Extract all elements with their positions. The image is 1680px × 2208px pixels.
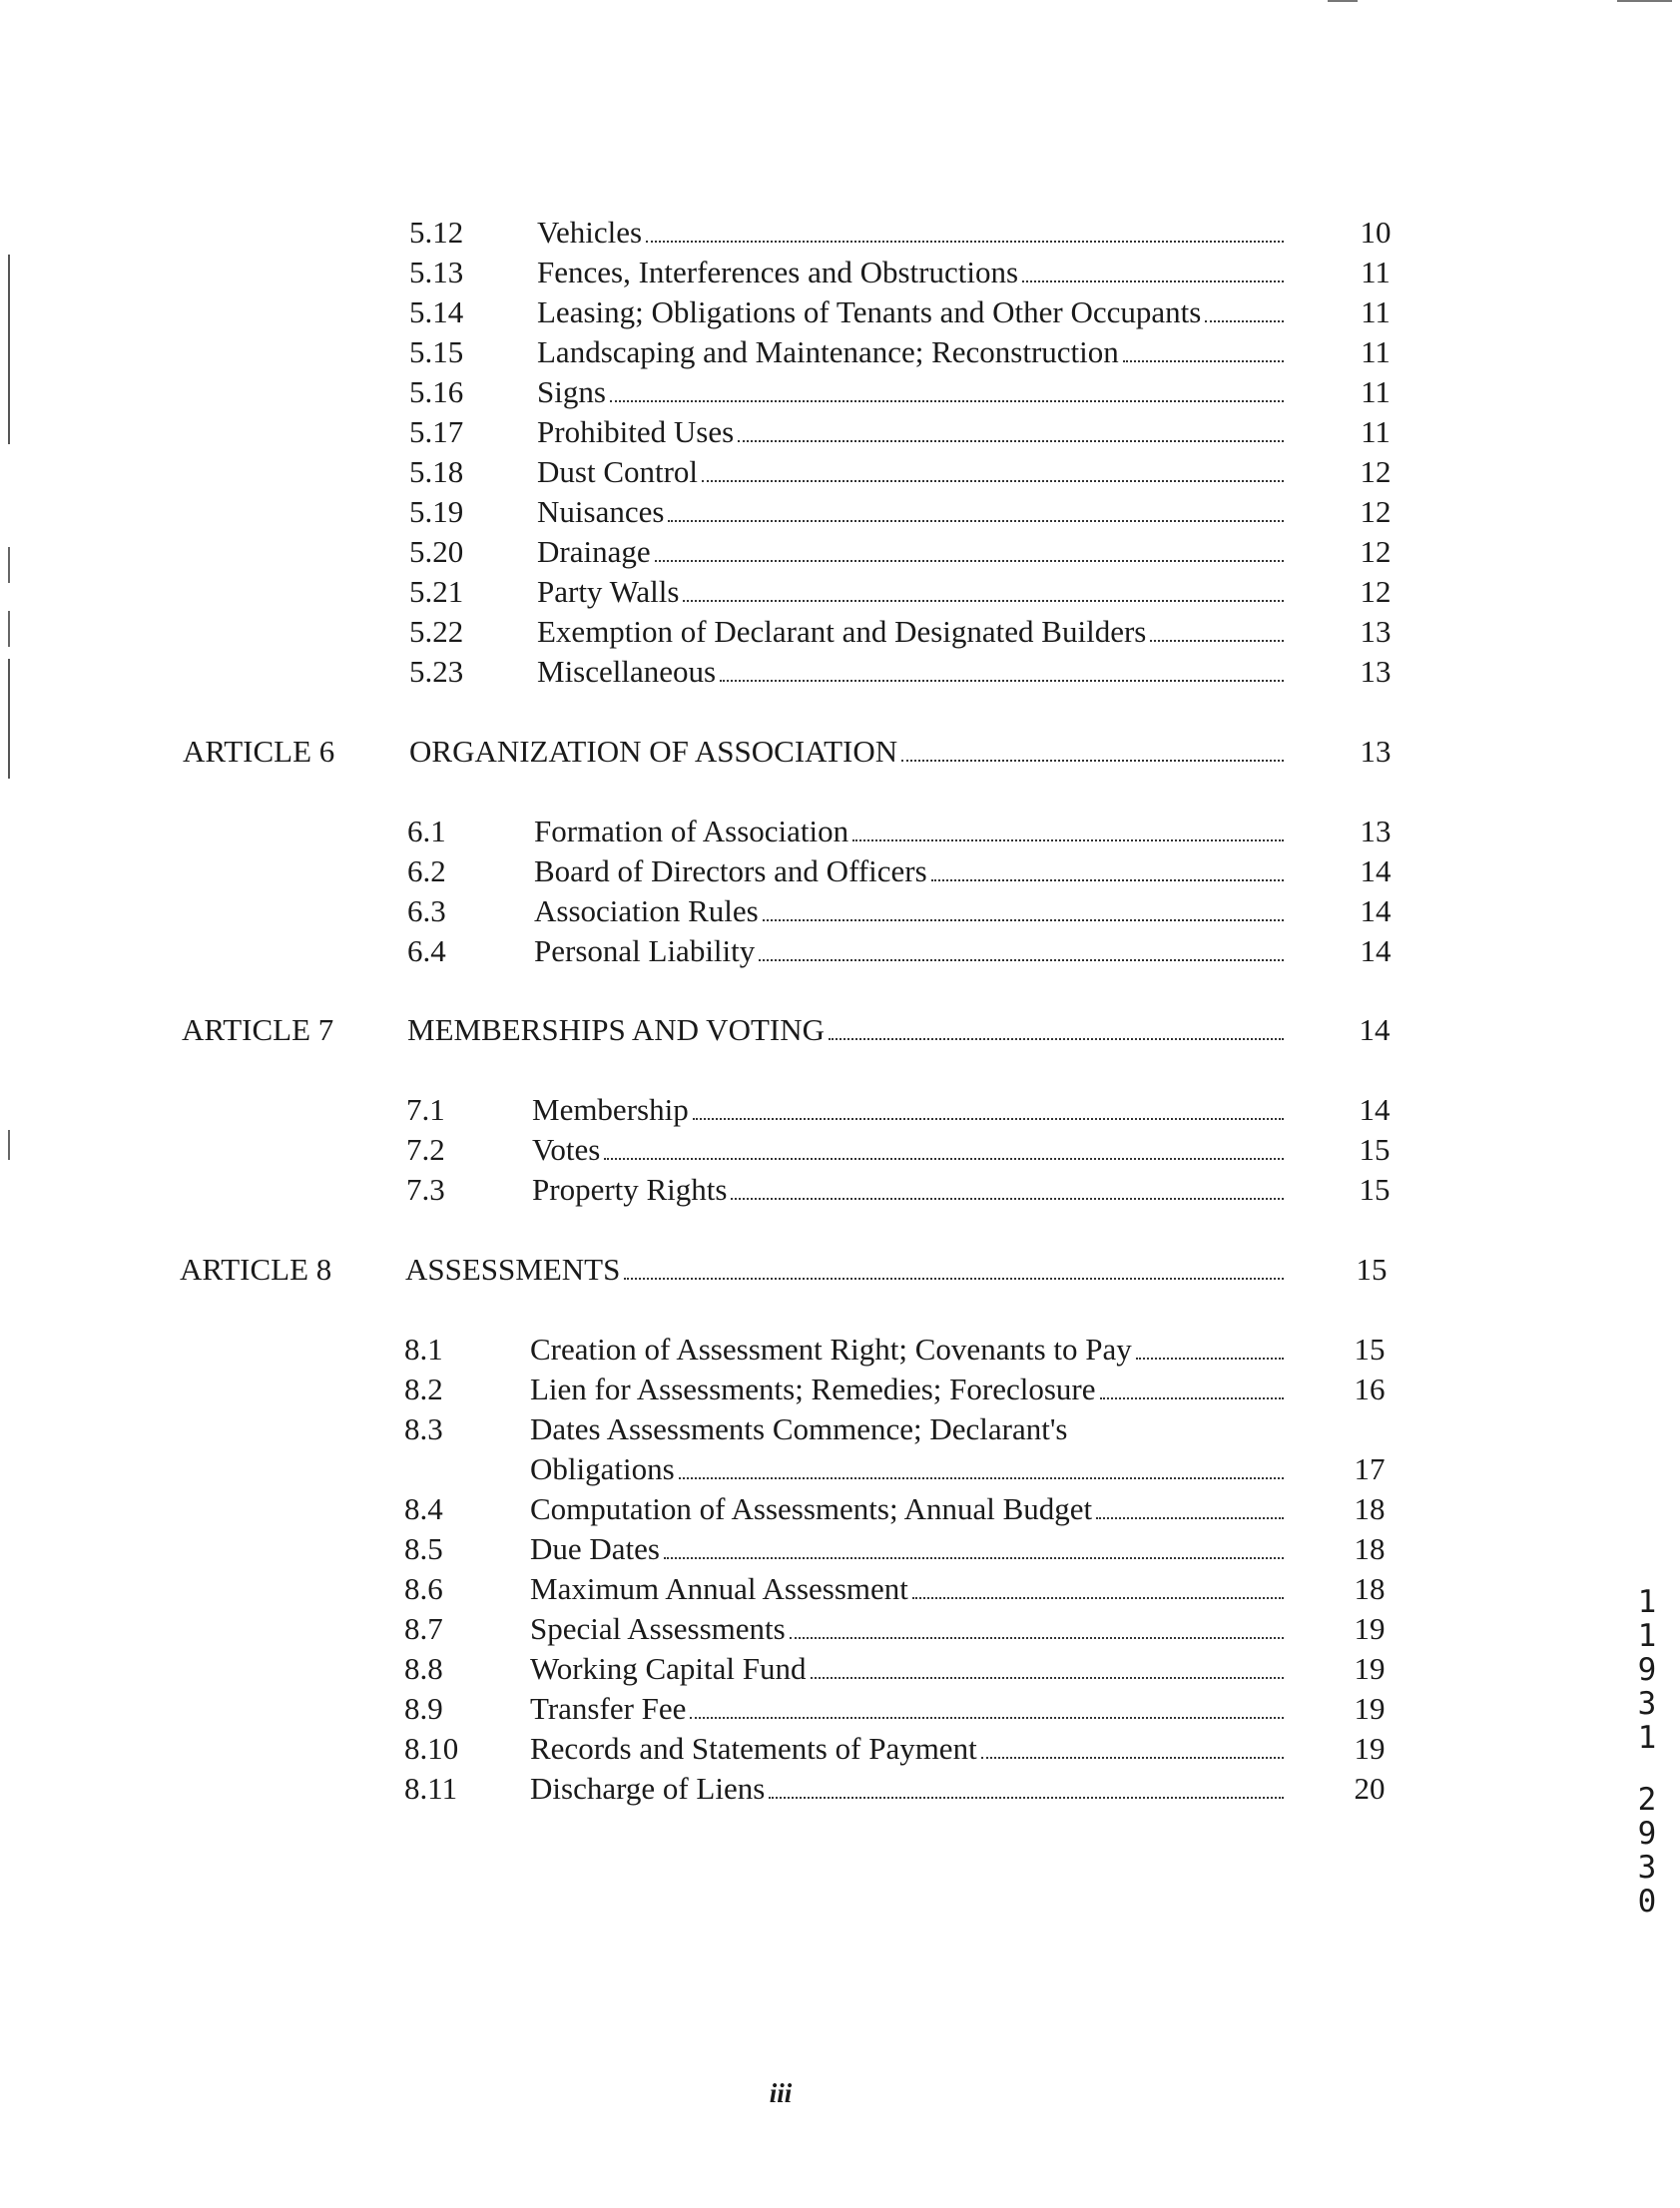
toc-entry (0, 1170, 1680, 1210)
dot-leader (668, 493, 1284, 522)
page-ref: 14 (1360, 933, 1392, 968)
section-title: Formation of Association (534, 814, 849, 848)
dot-leader (702, 453, 1284, 482)
dot-leader (901, 733, 1284, 762)
dot-leader (769, 1770, 1284, 1799)
dot-leader (624, 1251, 1284, 1280)
toc-entry (0, 812, 1680, 851)
section-number: 5.15 (409, 334, 464, 369)
section-title: Transfer Fee (530, 1691, 687, 1726)
section-number: 5.16 (409, 374, 464, 409)
toc-entry (0, 572, 1680, 612)
page-ref: 12 (1360, 574, 1392, 609)
page-ref: 19 (1354, 1611, 1386, 1646)
section-title: Association Rules (534, 893, 759, 928)
article-title: ASSESSMENTS (405, 1252, 621, 1287)
toc-entry (0, 891, 1680, 931)
article-label: ARTICLE 8 (180, 1252, 332, 1287)
page-number: iii (769, 2078, 793, 2108)
section-title: Votes (532, 1132, 601, 1167)
section-title: Miscellaneous (537, 654, 717, 689)
page-ref: 15 (1359, 1172, 1391, 1207)
dot-leader (690, 1690, 1284, 1719)
section-title: Board of Directors and Officers (534, 853, 927, 888)
section-title: Personal Liability (534, 933, 756, 968)
scan-artifact-line (8, 611, 10, 647)
page-ref: 11 (1361, 374, 1391, 409)
dot-leader (610, 373, 1284, 402)
section-number: 8.7 (404, 1611, 443, 1646)
section-number: 6.1 (407, 814, 446, 848)
page-ref: 11 (1361, 255, 1391, 289)
article-heading (0, 1250, 1680, 1290)
section-number: 8.10 (404, 1731, 459, 1766)
dot-leader (1096, 1490, 1284, 1519)
dot-leader (1100, 1371, 1284, 1399)
page-ref: 13 (1360, 614, 1392, 649)
toc-entry (0, 1769, 1680, 1809)
dot-leader (912, 1570, 1284, 1599)
dot-leader (759, 932, 1284, 961)
toc-entry (0, 1729, 1680, 1769)
section-number: 5.17 (409, 414, 464, 449)
dot-leader (604, 1131, 1284, 1160)
stamp-digit: 1 (1637, 1720, 1657, 1756)
dot-leader (683, 573, 1284, 602)
toc-entry (0, 372, 1680, 412)
section-title: Landscaping and Maintenance; Reconstruction (537, 334, 1119, 369)
section-number: 6.2 (407, 853, 446, 888)
page-ref: 14 (1359, 1092, 1391, 1127)
section-number: 8.6 (404, 1571, 443, 1606)
scan-artifact-line (8, 659, 10, 779)
section-title: Leasing; Obligations of Tenants and Other Occupants (537, 294, 1202, 329)
stamp-digit: 9 (1637, 1652, 1657, 1688)
toc-entry (0, 213, 1680, 253)
section-number: 5.19 (409, 494, 464, 529)
section-title: Computation of Assessments; Annual Budget (530, 1491, 1093, 1526)
page-ref: 12 (1360, 534, 1392, 569)
section-number: 5.22 (409, 614, 464, 649)
section-number: 5.18 (409, 454, 464, 489)
dot-leader (731, 1171, 1284, 1200)
toc-entry (0, 931, 1680, 971)
section-title: Fences, Interferences and Obstructions (537, 255, 1019, 289)
stamp-digit: 2 (1637, 1782, 1657, 1818)
section-number: 5.20 (409, 534, 464, 569)
dot-leader (646, 214, 1284, 243)
dot-leader (931, 852, 1284, 881)
page-ref: 11 (1361, 334, 1391, 369)
stamp-digit: 3 (1637, 1686, 1657, 1722)
page-ref: 10 (1360, 215, 1392, 250)
stamp-digit: 0 (1637, 1884, 1657, 1920)
article-label: ARTICLE 7 (182, 1012, 334, 1047)
page-ref: 11 (1361, 294, 1391, 329)
stamp-digit: 3 (1637, 1850, 1657, 1886)
stamp-digit: 9 (1637, 1816, 1657, 1852)
page-ref: 13 (1360, 654, 1392, 689)
toc-entry (0, 1649, 1680, 1689)
toc-entry (0, 412, 1680, 452)
stamp-digit: 1 (1637, 1584, 1657, 1620)
toc-entry (0, 612, 1680, 652)
scan-artifact-line (1328, 0, 1358, 2)
section-number: 8.1 (404, 1332, 443, 1367)
section-number: 8.2 (404, 1372, 443, 1406)
toc-entry (0, 1569, 1680, 1609)
dot-leader (1150, 613, 1284, 642)
toc-entry (0, 1609, 1680, 1649)
section-number: 8.11 (404, 1771, 458, 1806)
page-ref: 18 (1354, 1491, 1386, 1526)
page-ref: 12 (1360, 454, 1392, 489)
page-ref: 15 (1354, 1332, 1386, 1367)
toc-entry (0, 1409, 1680, 1449)
section-number: 7.3 (406, 1172, 445, 1207)
section-number: 5.23 (409, 654, 464, 689)
section-number: 7.2 (406, 1132, 445, 1167)
page-ref: 19 (1354, 1651, 1386, 1686)
dot-leader (738, 413, 1284, 442)
section-title: Signs (537, 374, 606, 409)
section-number: 5.14 (409, 294, 464, 329)
dot-leader (664, 1530, 1284, 1559)
toc-entry (0, 452, 1680, 492)
section-title: Dust Control (537, 454, 699, 489)
section-title: Lien for Assessments; Remedies; Foreclosure (530, 1372, 1096, 1406)
dot-leader (1123, 333, 1284, 362)
article-title: MEMBERSHIPS AND VOTING (407, 1012, 825, 1047)
toc-entry (0, 492, 1680, 532)
dot-leader (1205, 293, 1284, 322)
toc-entry (0, 253, 1680, 292)
stamp-digit: 1 (1637, 1618, 1657, 1654)
toc-entry (0, 652, 1680, 692)
page-ref: 19 (1354, 1691, 1386, 1726)
section-title: Special Assessments (530, 1611, 786, 1646)
article-label: ARTICLE 6 (183, 734, 335, 769)
page-ref: 14 (1360, 893, 1392, 928)
scan-artifact-line (8, 547, 10, 583)
toc-entry (0, 851, 1680, 891)
stamp-gap (1627, 1755, 1667, 1783)
section-title: Prohibited Uses (537, 414, 735, 449)
page-ref: 18 (1354, 1531, 1386, 1566)
toc-entry (0, 1686, 1680, 1729)
article-heading (0, 1010, 1680, 1050)
page-ref: 20 (1354, 1771, 1386, 1806)
page-ref: 12 (1360, 494, 1392, 529)
toc-entry (0, 332, 1680, 372)
page-ref: 17 (1354, 1451, 1386, 1486)
scan-artifact-line (8, 255, 10, 444)
section-number: 8.4 (404, 1491, 443, 1526)
section-title: Due Dates (530, 1531, 660, 1566)
section-title: Exemption of Declarant and Designated Builders (537, 614, 1147, 649)
dot-leader (790, 1610, 1284, 1639)
section-number: 5.12 (409, 215, 464, 250)
page-ref: 16 (1354, 1372, 1386, 1406)
page-ref: 13 (1360, 814, 1392, 848)
section-number: 5.13 (409, 255, 464, 289)
section-title: Membership (532, 1092, 689, 1127)
dot-leader (829, 1011, 1284, 1040)
section-title: Maximum Annual Assessment (530, 1571, 908, 1606)
section-title: Records and Statements of Payment (530, 1731, 977, 1766)
section-title: Discharge of Liens (530, 1771, 766, 1806)
page-ref: 14 (1359, 1012, 1391, 1047)
section-title: Dates Assessments Commence; Declarant's (530, 1411, 1068, 1446)
page-ref: 15 (1356, 1252, 1388, 1287)
section-title: Party Walls (537, 574, 680, 609)
section-number: 8.5 (404, 1531, 443, 1566)
article-title: ORGANIZATION OF ASSOCIATION (409, 734, 898, 769)
dot-leader (852, 813, 1284, 841)
section-title-continued: Obligations (530, 1451, 675, 1486)
section-title: Creation of Assessment Right; Covenants to Pay (530, 1332, 1132, 1367)
section-number: 6.4 (407, 933, 446, 968)
dot-leader (1136, 1331, 1284, 1360)
section-number: 5.21 (409, 574, 464, 609)
section-title: Property Rights (532, 1172, 728, 1207)
section-number: 7.1 (406, 1092, 445, 1127)
dot-leader (981, 1730, 1284, 1759)
page-ref: 11 (1361, 414, 1391, 449)
toc-entry (0, 1529, 1680, 1569)
section-title: Nuisances (537, 494, 665, 529)
section-number: 8.8 (404, 1651, 443, 1686)
section-number: 8.9 (404, 1691, 443, 1726)
dot-leader (655, 533, 1284, 562)
page-ref: 15 (1359, 1132, 1391, 1167)
article-heading (0, 732, 1680, 772)
toc-entry (0, 1489, 1680, 1529)
section-title: Vehicles (537, 215, 643, 250)
toc-entry (0, 1370, 1680, 1409)
dot-leader (1022, 254, 1284, 282)
page-ref: 13 (1360, 734, 1392, 769)
toc-entry (0, 532, 1680, 572)
dot-leader (811, 1650, 1285, 1679)
dot-leader (720, 653, 1284, 682)
scan-artifact-line (1617, 0, 1672, 2)
toc-entry (0, 1090, 1680, 1130)
toc-entry-continuation (0, 1449, 1680, 1489)
scan-artifact-line (8, 1130, 10, 1160)
section-number: 6.3 (407, 893, 446, 928)
toc-entry (0, 292, 1680, 332)
page-ref: 18 (1354, 1571, 1386, 1606)
dot-leader (679, 1450, 1284, 1479)
section-title: Drainage (537, 534, 651, 569)
toc-entry (0, 1330, 1680, 1370)
page-ref: 14 (1360, 853, 1392, 888)
dot-leader (693, 1091, 1284, 1120)
section-number: 8.3 (404, 1411, 443, 1446)
page-ref: 19 (1354, 1731, 1386, 1766)
toc-entry (0, 1130, 1680, 1170)
section-title: Working Capital Fund (530, 1651, 807, 1686)
recording-stamp (1627, 1585, 1667, 1919)
dot-leader (763, 892, 1284, 921)
